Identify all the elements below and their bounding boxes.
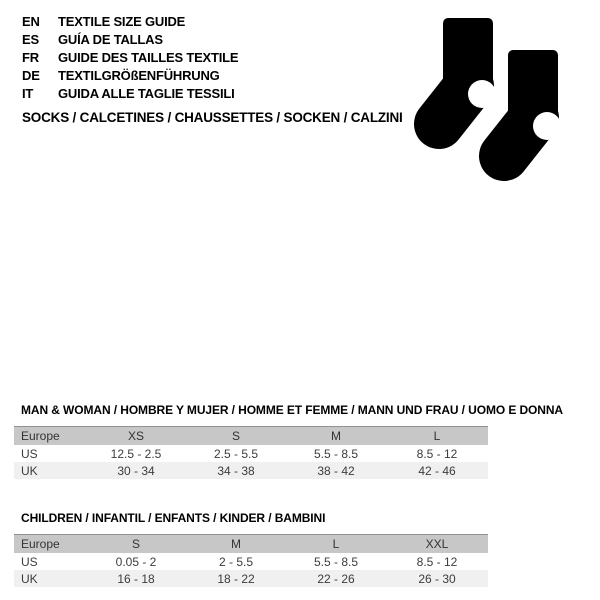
header-cell-region: Europe	[14, 427, 86, 446]
socks-icon	[400, 8, 575, 193]
children-row-us	[14, 553, 488, 570]
language-label: TEXTILE SIZE GUIDE	[58, 14, 186, 29]
size-value: 12.5 - 2.5	[110, 446, 162, 461]
language-row-it	[22, 85, 238, 103]
category-title: SOCKS / CALCETINES / CHAUSSETTES / SOCKEN / CALZINI	[22, 110, 403, 125]
size-value: 26 - 30	[418, 571, 456, 586]
row-label: UK	[21, 571, 38, 586]
children-header-row	[14, 535, 488, 554]
size-value: 5.5 - 8.5	[313, 446, 359, 461]
adults-size-table	[14, 426, 488, 479]
row-label: US	[21, 446, 38, 461]
back-sock	[439, 18, 496, 124]
language-row-de	[22, 67, 238, 85]
header-cell-size: M	[286, 427, 386, 446]
language-row-es	[22, 31, 238, 49]
language-code: EN	[22, 14, 40, 29]
size-value: 34 - 38	[217, 463, 255, 478]
language-row-en	[22, 13, 238, 31]
adults-size-section	[14, 403, 563, 479]
header-cell-region: Europe	[14, 535, 86, 554]
row-label: UK	[21, 463, 38, 478]
language-code: FR	[22, 50, 39, 65]
adults-table-title: MAN & WOMAN / HOMBRE Y MUJER / HOMME ET FEMME / MANN UND FRAU / UOMO E DONNA	[21, 403, 563, 417]
language-code: ES	[22, 32, 39, 47]
size-value: 16 - 18	[117, 571, 155, 586]
size-value: 30 - 34	[117, 463, 155, 478]
language-label: GUIDA ALLE TAGLIE TESSILI	[58, 86, 235, 101]
language-list	[22, 13, 238, 103]
children-row-uk	[14, 570, 488, 587]
size-value: 8.5 - 12	[416, 446, 458, 461]
children-size-table	[14, 534, 488, 587]
size-value: 0.05 - 2	[115, 554, 157, 569]
header-cell-size: L	[386, 427, 488, 446]
size-value: 38 - 42	[317, 463, 355, 478]
children-table-title: CHILDREN / INFANTIL / ENFANTS / KINDER / BAMBINI	[21, 511, 326, 525]
front-sock	[504, 50, 561, 156]
header-cell-size: S	[86, 535, 186, 554]
size-value: 2 - 5.5	[218, 554, 254, 569]
language-code: IT	[22, 86, 34, 101]
size-value: 18 - 22	[217, 571, 255, 586]
row-label: US	[21, 554, 38, 569]
header-cell-size: S	[186, 427, 286, 446]
size-value: 8.5 - 12	[416, 554, 458, 569]
size-value: 22 - 26	[317, 571, 355, 586]
size-value: 2.5 - 5.5	[213, 446, 259, 461]
adults-row-us	[14, 445, 488, 462]
language-code: DE	[22, 68, 40, 83]
language-row-fr	[22, 49, 238, 67]
header-cell-size: XS	[86, 427, 186, 446]
language-label: TEXTILGRÖßENFÜHRUNG	[58, 68, 220, 83]
header-cell-size: L	[286, 535, 386, 554]
size-value: 5.5 - 8.5	[313, 554, 359, 569]
adults-header-row	[14, 427, 488, 446]
language-label: GUÍA DE TALLAS	[58, 32, 163, 47]
language-label: GUIDE DES TAILLES TEXTILE	[58, 50, 239, 65]
header-cell-size: M	[186, 535, 286, 554]
adults-row-uk	[14, 462, 488, 479]
children-size-section	[14, 511, 488, 587]
header-cell-size: XXL	[386, 535, 488, 554]
size-value: 42 - 46	[418, 463, 456, 478]
